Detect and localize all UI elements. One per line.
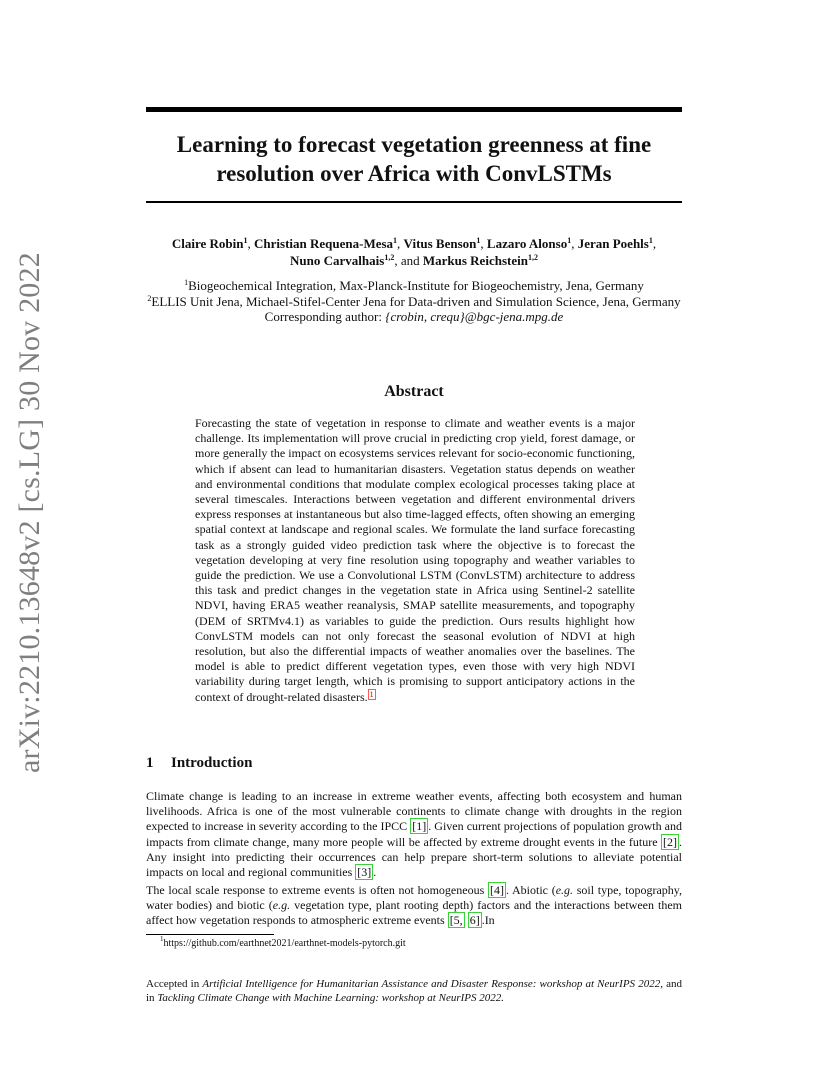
venue-name: Artificial Intelligence for Humanitarian Assistance and Disaster Response: workshop at NeurIPS 2022 (202, 978, 661, 990)
venue-name: Tackling Climate Change with Machine Learning: workshop at NeurIPS 2022. (157, 992, 505, 1004)
author-affil: 1,2 (384, 253, 395, 262)
text-run: soil type, topography, water bodies) and biotic ( (146, 883, 683, 913)
footnote-link[interactable]: 1 (369, 689, 374, 699)
author-name: Vitus Benson (403, 236, 477, 251)
footnote-url[interactable]: https://github.com/earthnet2021/earthnet-models-pytorch.git (163, 938, 406, 949)
citation-link[interactable]: [3] (357, 865, 372, 880)
text-run: The local scale response to extreme events is often not homogeneous (146, 883, 488, 897)
citation-link[interactable]: [1] (412, 819, 427, 834)
abstract-text: Forecasting the state of vegetation in response to climate and weather events is a major challenge. Its implementation will prove crucial in predicting crop yield, forest damage, or more generally the impact on ecosystems services relevant for socio-economic functioning, which if absent can lead to humanitarian disasters. Vegetation status depends on weather and environmental conditions that modulate complex ecological processes taking place at several timescales. Interactions between vegetation and different environmental drivers express responses at instantaneous but also time-lagged effects, often showing an emerging spatial context at landscape and regional scales. We formulate the land surface forecasting task as a strongly guided video prediction task where the objective is to forecast the vegetation developing at very fine resolution using topography and weather variables to guide the prediction. We use a Convolutional LSTM (ConvLSTM) architecture to address this task and predict changes in the vegetation state in Africa using Sentinel-2 satellite NDVI, having ERA5 weather reanalysis, SMAP satellite measurements, and topography (DEM of SRTMv4.1) as variables to guide the prediction. Ours results highlight how ConvLSTM models can not only forecast the seasonal evolution of NDVI at high resolution, but also the differential impacts of weather anomalies over the baselines. The model is able to predict different vegetation types, even those with very high NDVI variability during target length, which is promising to support anticipatory actions in the context of drought-related disasters. (195, 416, 635, 704)
text-run-italic: e.g. (272, 898, 291, 913)
text-run-italic: e.g. (555, 883, 574, 897)
section-heading-introduction (146, 754, 252, 772)
footnote (160, 935, 406, 950)
text-run: Accepted in (146, 978, 203, 990)
author-name: Claire Robin (171, 236, 244, 251)
author-affil: 1,2 (527, 253, 538, 262)
affil-text: ELLIS Unit Jena, Michael-Stifel-Center Jena for Data-driven and Simulation Science, Jena, Germany (151, 293, 681, 309)
text-run: . Abiotic ( (505, 883, 556, 897)
author-affil: 1 (567, 236, 572, 245)
citation-link[interactable]: [4] (489, 883, 504, 897)
author-affil: 1 (648, 236, 653, 245)
text-run: .In (481, 913, 495, 928)
intro-paragraph-1 (146, 789, 682, 880)
text-run: . (373, 865, 377, 880)
text-run: . Any insight into predicting their occurrences can help prepare short-term solutions to alleviate potential impacts on local and regional communities (146, 834, 682, 880)
citation-link[interactable]: [5, (449, 913, 463, 928)
author-name: Markus Reichstein (422, 253, 528, 268)
author-name: Lazaro Alonso (486, 236, 568, 251)
title-top-rule (146, 107, 682, 112)
text-run: vegetation type, plant rooting depth) factors and the interactions between them affect how vegetation responds to atmospheric extreme events (146, 898, 683, 928)
title-line-1: Learning to forecast vegetation greenness at fine (176, 132, 652, 157)
title-line-2: resolution over Africa with ConvLSTMs (216, 161, 612, 186)
citation-link[interactable]: [2] (663, 834, 677, 849)
intro-paragraph-2 (146, 883, 682, 929)
acceptance-note (146, 977, 682, 1005)
abstract-body (195, 416, 635, 705)
section-title: Introduction (171, 755, 253, 771)
paper-title (146, 130, 682, 188)
affil-number: 1 (184, 278, 189, 287)
text-run: , and in (146, 978, 682, 1004)
footnote-rule (146, 934, 274, 935)
arxiv-sidebar-stamp: arXiv:2210.13648v2 [cs.LG] 30 Nov 2022 (13, 252, 46, 773)
author-name: Christian Requena-Mesa (254, 236, 394, 251)
author-name: Jeran Poehls (577, 236, 649, 251)
author-affil: 1 (393, 236, 398, 245)
section-number: 1 (146, 755, 154, 771)
footnote-number: 1 (160, 935, 164, 943)
abstract-heading: Abstract (384, 383, 444, 400)
author-affil: 1 (476, 236, 481, 245)
affiliations (146, 278, 682, 325)
affil-text: Biogeochemical Integration, Max-Planck-Institute for Biogeochemistry, Jena, Germany (188, 278, 644, 293)
text-run: Climate change is leading to an increase in extreme weather events, affecting both ecosystem and human livelihoods. Africa is one of the most vulnerable continents to climate change with droughts in the region expected to increase in severity according to the IPCC (146, 789, 682, 834)
citation-link[interactable]: 6] (469, 913, 480, 928)
corresponding-email: {crobin, crequ}@bgc-jena.mpg.de (385, 309, 564, 325)
author-affil: 1 (243, 236, 248, 245)
author-list: Claire Robin$^1$, Christian Requena-Mesa$^1$, Vitus Benson$^1$, Lazaro Alonso$^1$, Jeran Poehls$^1$, Nuno Carvalhais$^{1,2}$, and Markus Reichstein$^{1,2}$ (171, 236, 657, 268)
author-name: Nuno Carvalhais (290, 253, 385, 268)
affil-number: 2 (147, 293, 152, 303)
title-bottom-rule (146, 201, 682, 203)
corresponding-label: Corresponding author: (264, 309, 386, 325)
text-run: . Given current projections of population growth and impacts from climate change, many more people will be affected by extreme drought events in the future (146, 819, 683, 849)
authors-and: , and (394, 253, 420, 268)
